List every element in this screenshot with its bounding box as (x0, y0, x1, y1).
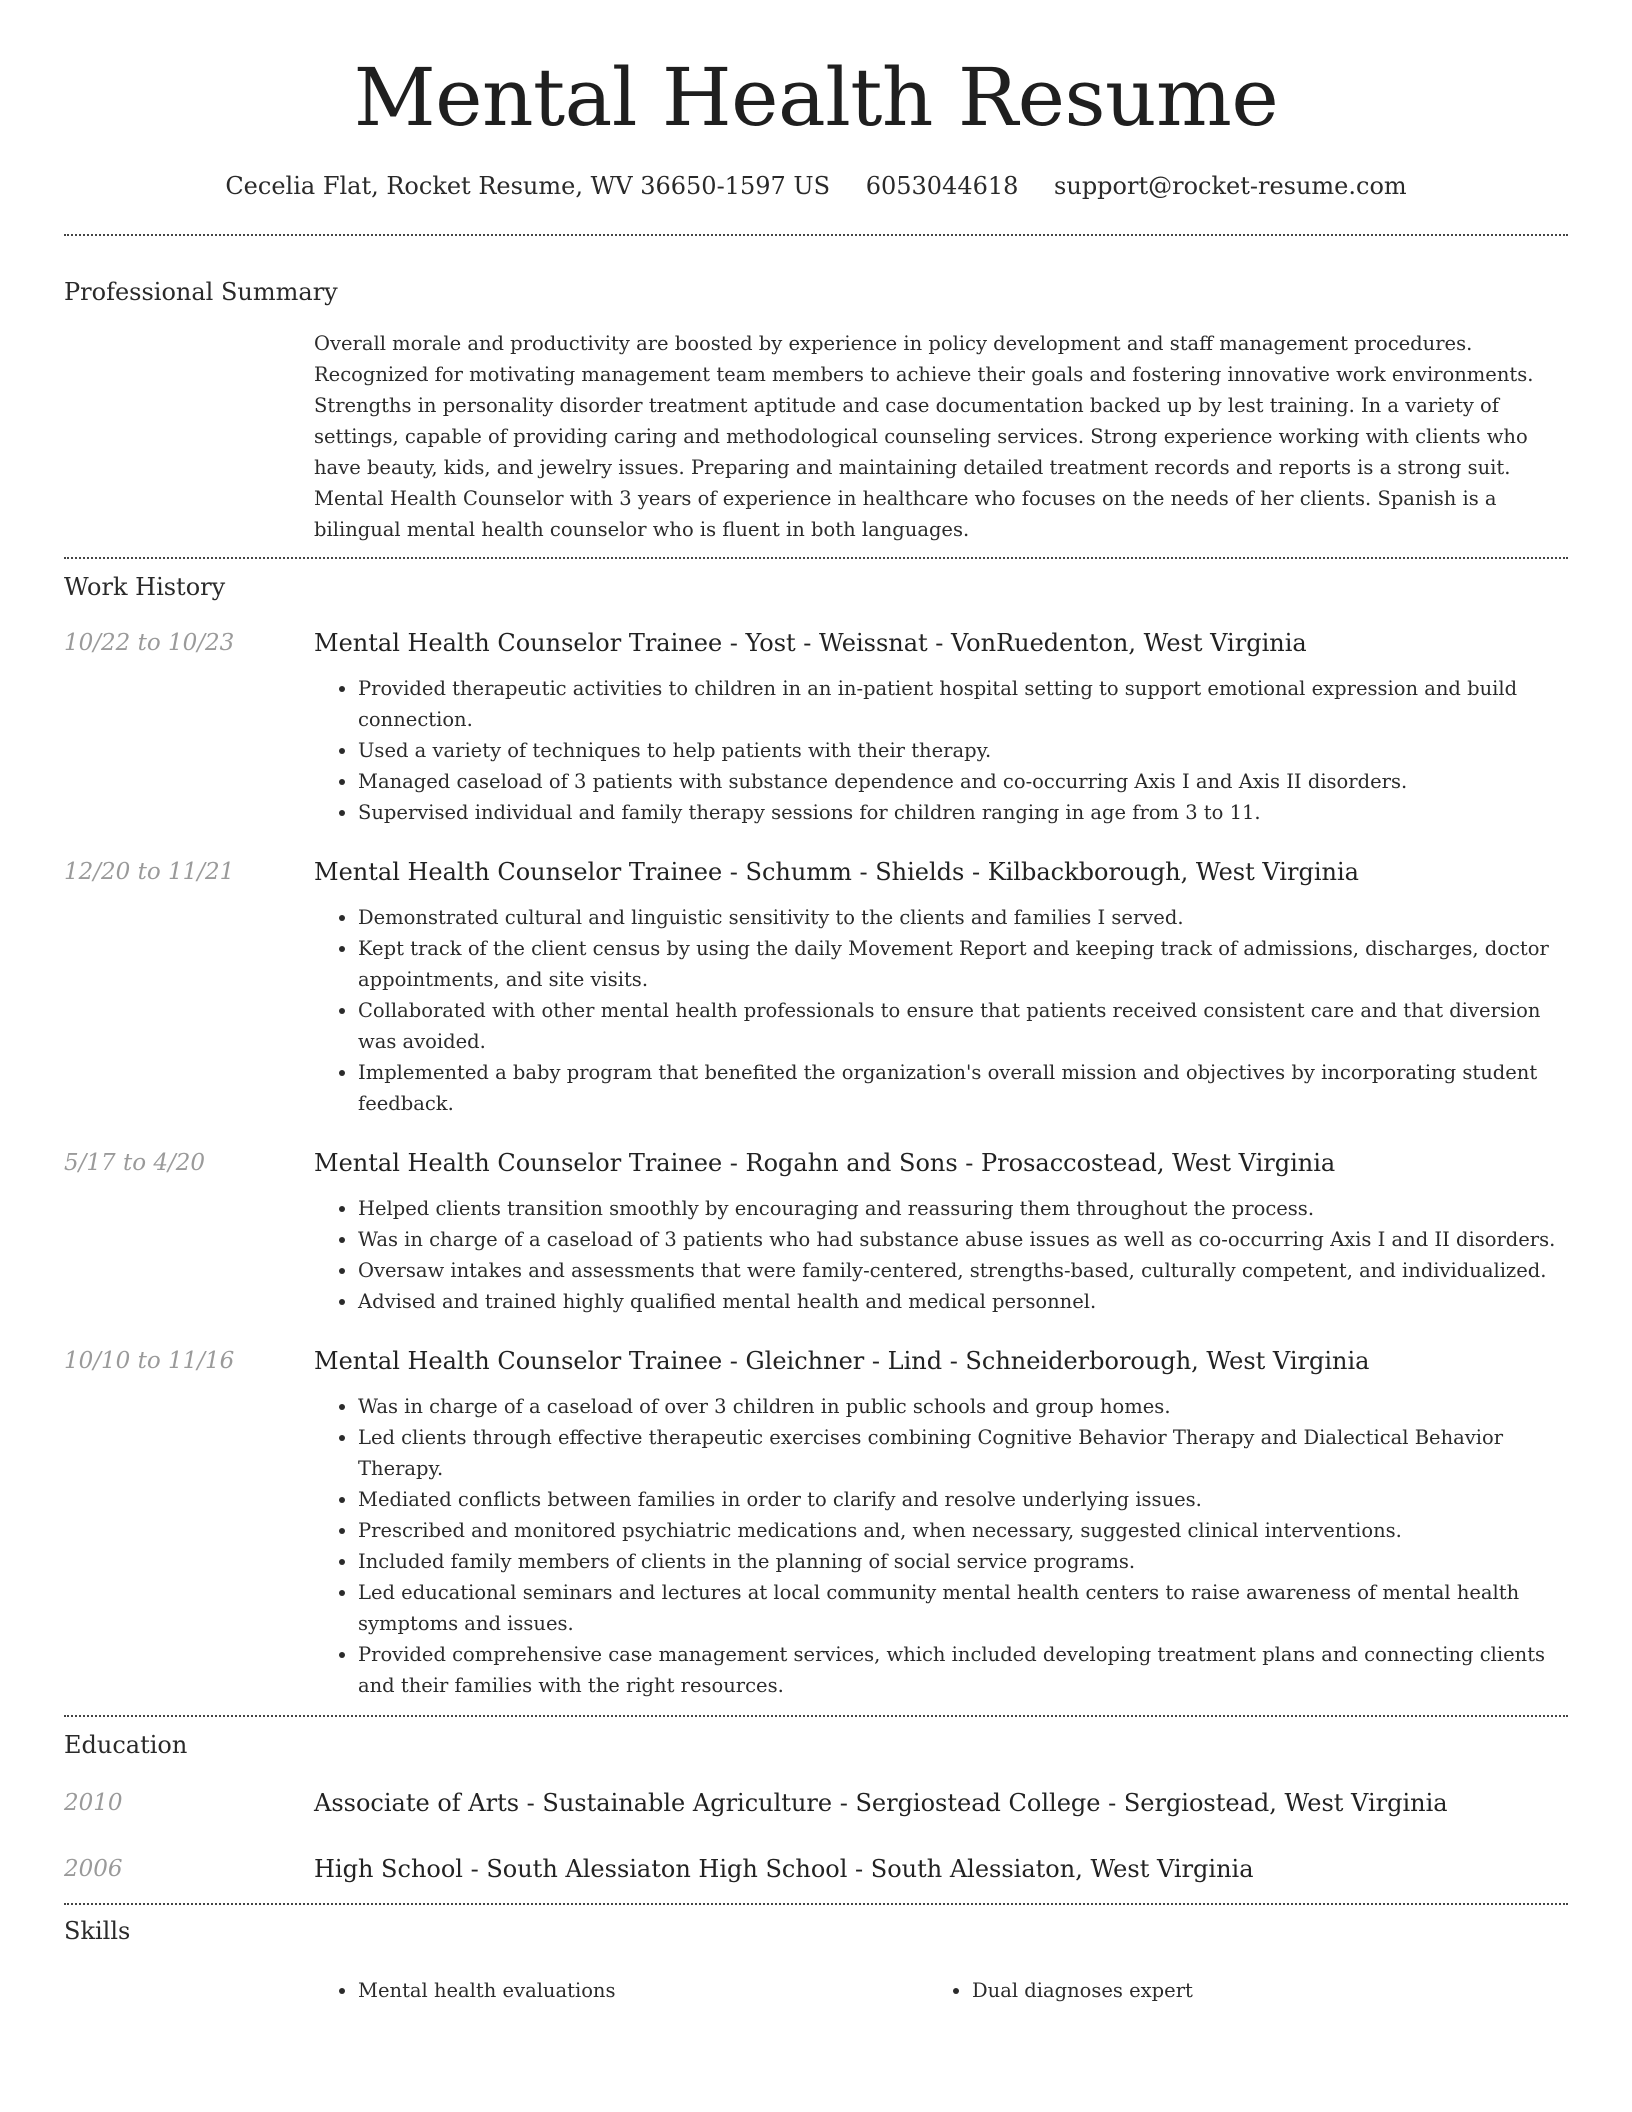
job-bullet: • Advised and trained highly qualified mental health and medical personnel. (358, 1286, 1568, 1317)
job-bullets (314, 1193, 1568, 1317)
section-divider (64, 1903, 1568, 1905)
contact-phone: 6053044618 (865, 172, 1019, 200)
summary-heading: Professional Summary (64, 278, 338, 306)
job-dates: 10/10 to 11/16 (64, 1348, 235, 1374)
job-bullets (314, 902, 1568, 1119)
job-bullet: • Collaborated with other mental health professionals to ensure that patients received consistent care and that diversion was avoided. (358, 995, 1568, 1057)
job-bullet: • Demonstrated cultural and linguistic sensitivity to the clients and families I served. (358, 902, 1568, 933)
job-bullets (314, 673, 1568, 828)
job-dates: 12/20 to 11/21 (64, 859, 235, 885)
job-bullet: • Kept track of the client census by using the daily Movement Report and keeping track of admissions, discharges, doctor appointments, and site visits. (358, 933, 1568, 995)
job-bullet: • Implemented a baby program that benefited the organization's overall mission and objectives by incorporating student feedback. (358, 1057, 1568, 1119)
job-body (314, 1147, 1568, 1317)
skill-item: • Mental health evaluations (358, 1975, 928, 2006)
job-entry (64, 627, 1568, 828)
job-bullet: • Oversaw intakes and assessments that were family-centered, strengths-based, culturally competent, and individualized. (358, 1255, 1568, 1286)
contact-address: Cecelia Flat, Rocket Resume, WV 36650-1597 US (225, 172, 831, 200)
education-entry (64, 1787, 1568, 1819)
job-bullet: • Led educational seminars and lectures at local community mental health centers to raise awareness of mental health symptoms and issues. (358, 1577, 1568, 1639)
education-title: Associate of Arts - Sustainable Agriculture - Sergiostead College - Sergiostead, West Virginia (314, 1789, 1448, 1817)
job-entry (64, 1345, 1568, 1701)
job-entry (64, 1147, 1568, 1317)
job-bullet: • Was in charge of a caseload of over 3 children in public schools and group homes. (358, 1391, 1568, 1422)
skills-column-left (314, 1975, 928, 2006)
job-body (314, 1345, 1568, 1701)
resume-page (64, 0, 1568, 2006)
job-bullet: • Used a variety of techniques to help patients with their therapy. (358, 735, 1568, 766)
job-title: Mental Health Counselor Trainee - Yost - Weissnat - VonRuedenton, West Virginia (314, 629, 1307, 657)
job-dates: 5/17 to 4/20 (64, 1150, 206, 1176)
job-bullet: • Provided therapeutic activities to children in an in-patient hospital setting to support emotional expression and build connection. (358, 673, 1568, 735)
skill-item: • Dual diagnoses expert (972, 1975, 1542, 2006)
job-dates: 10/22 to 10/23 (64, 630, 235, 656)
skills-heading: Skills (64, 1917, 131, 1945)
summary-text: Overall morale and productivity are boosted by experience in policy development and staff management procedures. Recognized for motivating management team members to achieve their goals and fostering innovative work environments. Strengths in personality disorder treatment aptitude and case documentation backed up by lest training. In a variety of settings, capable of providing caring and methodological counseling services. Strong experience working with clients who have beauty, kids, and jewelry issues. Preparing and maintaining detailed treatment records and reports is a strong suit. Mental Health Counselor with 3 years of experience in healthcare who focuses on the needs of her clients. Spanish is a bilingual mental health counselor who is fluent in both languages. (314, 332, 1534, 541)
education-year: 2006 (64, 1856, 123, 1882)
job-bullet: • Mediated conflicts between families in order to clarify and resolve underlying issues. (358, 1484, 1568, 1515)
job-bullets (314, 1391, 1568, 1701)
education-entry (64, 1853, 1568, 1885)
job-title: Mental Health Counselor Trainee - Rogahn and Sons - Prosaccostead, West Virginia (314, 1149, 1336, 1177)
work-history-heading: Work History (64, 573, 226, 601)
resume-title: Mental Health Resume (353, 51, 1279, 144)
job-bullet: • Led clients through effective therapeutic exercises combining Cognitive Behavior Therapy and Dialectical Behavior Therapy. (358, 1422, 1568, 1484)
job-bullet: • Helped clients transition smoothly by encouraging and reassuring them throughout the process. (358, 1193, 1568, 1224)
skills-list (314, 1975, 1568, 2006)
education-title: High School - South Alessiaton High School - South Alessiaton, West Virginia (314, 1855, 1254, 1883)
job-bullet: • Was in charge of a caseload of 3 patients who had substance abuse issues as well as co-occurring Axis I and II disorders. (358, 1224, 1568, 1255)
contact-email: support@rocket-resume.com (1054, 172, 1407, 200)
section-divider (64, 1715, 1568, 1717)
job-bullet: • Included family members of clients in the planning of social service programs. (358, 1546, 1568, 1577)
job-bullet: • Prescribed and monitored psychiatric medications and, when necessary, suggested clinical interventions. (358, 1515, 1568, 1546)
education-heading: Education (64, 1731, 188, 1759)
job-body (314, 627, 1568, 828)
skills-column-right (928, 1975, 1542, 2006)
education-year: 2010 (64, 1790, 123, 1816)
job-bullet: • Supervised individual and family therapy sessions for children ranging in age from 3 to 11. (358, 797, 1568, 828)
job-bullet: • Managed caseload of 3 patients with substance dependence and co-occurring Axis I and Axis II disorders. (358, 766, 1568, 797)
job-title: Mental Health Counselor Trainee - Gleichner - Lind - Schneiderborough, West Virginia (314, 1347, 1370, 1375)
section-divider (64, 557, 1568, 559)
job-title: Mental Health Counselor Trainee - Schumm - Shields - Kilbackborough, West Virginia (314, 858, 1359, 886)
job-entry (64, 856, 1568, 1119)
contact-line (64, 172, 1568, 200)
job-body (314, 856, 1568, 1119)
section-divider (64, 234, 1568, 236)
job-bullet: • Provided comprehensive case management services, which included developing treatment plans and connecting clients and their families with the right resources. (358, 1639, 1568, 1701)
